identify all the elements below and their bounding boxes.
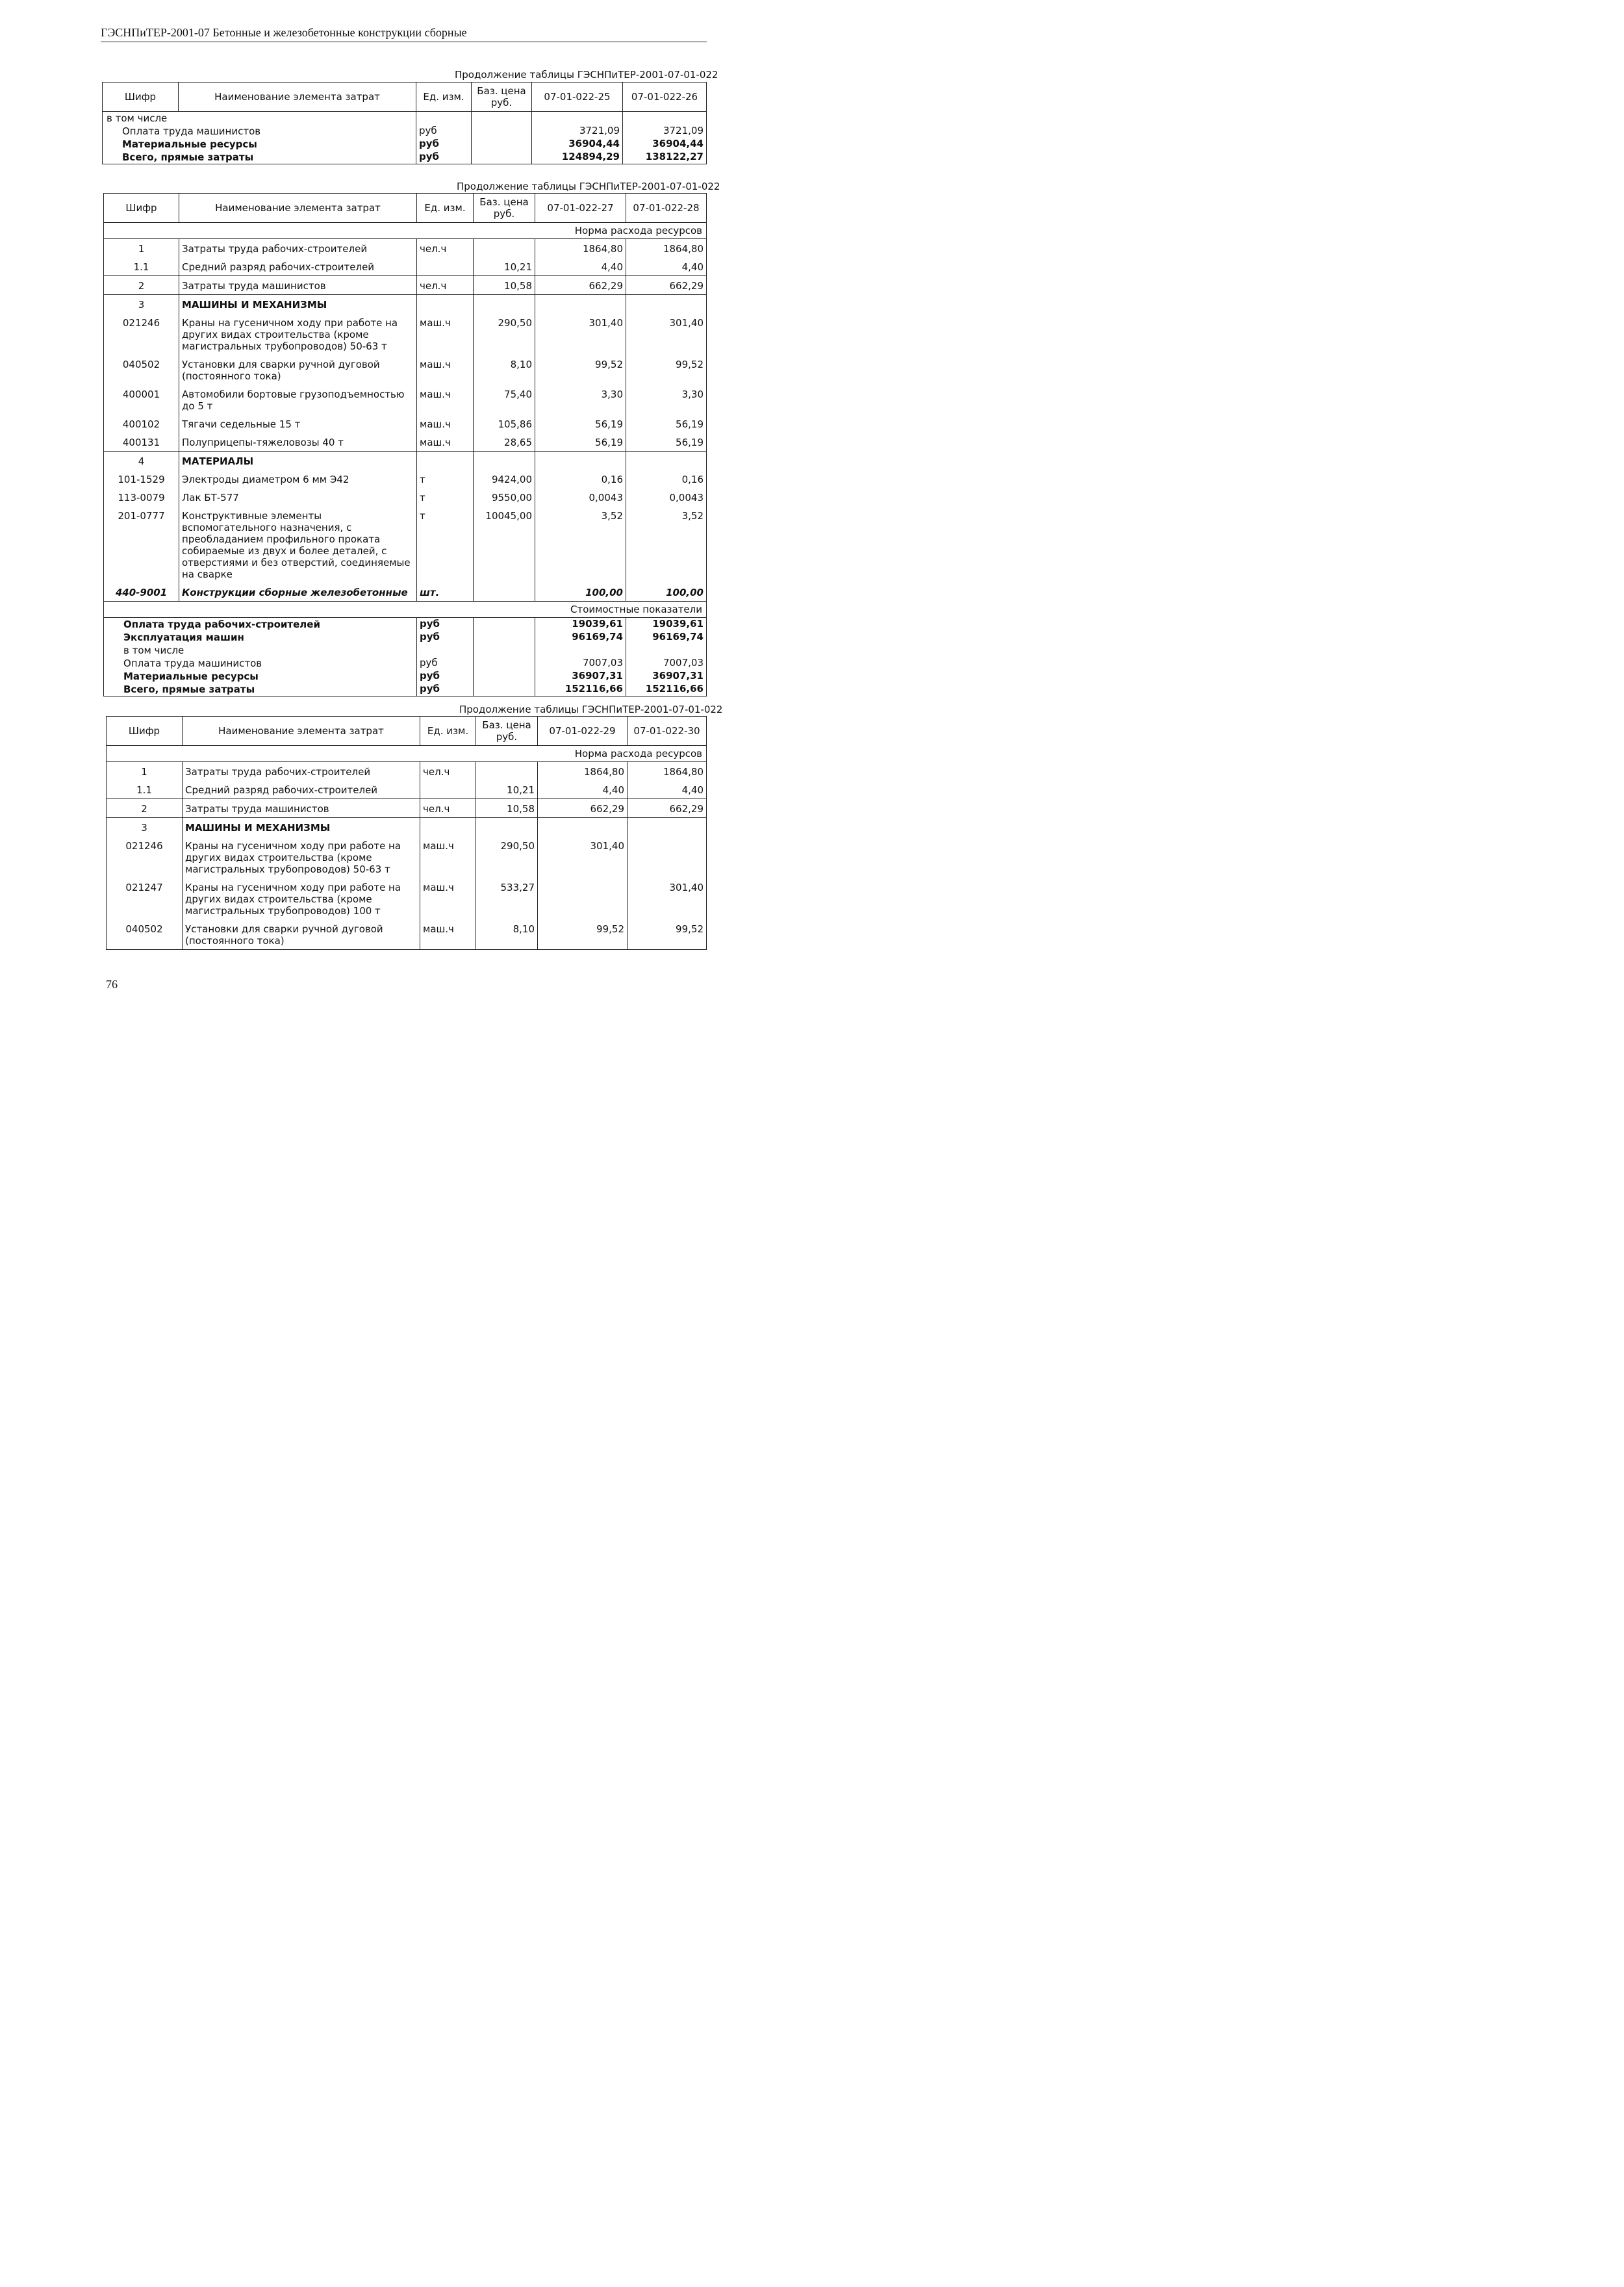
- table-row: [107, 762, 707, 781]
- row-code: 101-1529: [104, 470, 179, 488]
- row-code: 021246: [107, 836, 183, 878]
- row-unit: шт.: [417, 583, 474, 602]
- table-row: [104, 670, 707, 683]
- row-value-a: 1864,80: [538, 762, 628, 781]
- row-code: 1: [104, 239, 179, 258]
- row-value-b: 1864,80: [626, 239, 707, 258]
- row-name: Краны на гусеничном ходу при работе на других видах строительства (кроме магистральных трубопроводов) 50-63 т: [179, 313, 417, 355]
- col-price-header: Баз. цена руб.: [474, 194, 535, 223]
- section-norm: [107, 746, 707, 762]
- row-unit: [417, 644, 474, 657]
- row-value-a: 19039,61: [535, 618, 626, 632]
- table-row: [104, 506, 707, 583]
- row-price: 533,27: [476, 878, 538, 919]
- row-unit: [417, 452, 474, 470]
- table2-header-row: [104, 194, 707, 223]
- row-value-b: 301,40: [628, 878, 707, 919]
- row-price: [472, 125, 532, 138]
- row-price: [474, 295, 535, 314]
- table-row: [104, 644, 707, 657]
- row-value-b: [626, 644, 707, 657]
- col-b-header: 07-01-022-30: [628, 717, 707, 746]
- row-unit: т: [417, 470, 474, 488]
- row-value-a: 152116,66: [535, 683, 626, 696]
- row-name: в том числе: [103, 112, 416, 125]
- table2: [103, 193, 707, 696]
- row-price: [474, 644, 535, 657]
- row-name: Установки для сварки ручной дуговой (постоянного тока): [183, 919, 420, 950]
- row-price: 105,86: [474, 415, 535, 433]
- row-price: [472, 112, 532, 125]
- section-norm: [104, 223, 707, 239]
- row-value-a: 0,0043: [535, 488, 626, 506]
- row-name: Материальные ресурсы: [103, 138, 416, 151]
- row-value-b: [628, 818, 707, 837]
- row-price: [474, 631, 535, 644]
- table1-header-row: [103, 83, 707, 112]
- row-name: Эксплуатация машин: [104, 631, 417, 644]
- table-row: [104, 683, 707, 696]
- col-b-header: 07-01-022-26: [623, 83, 707, 112]
- row-value-a: [535, 295, 626, 314]
- row-code: 2: [104, 276, 179, 295]
- col-price-header: Баз. цена руб.: [476, 717, 538, 746]
- row-value-b: 301,40: [626, 313, 707, 355]
- table-row: [107, 878, 707, 919]
- row-value-a: 100,00: [535, 583, 626, 602]
- table-row: [103, 112, 707, 125]
- row-name: Средний разряд рабочих-строителей: [183, 780, 420, 799]
- row-unit: маш.ч: [420, 878, 476, 919]
- row-unit: маш.ч: [420, 919, 476, 950]
- row-value-b: 1864,80: [628, 762, 707, 781]
- col-price-header: Баз. цена руб.: [472, 83, 532, 112]
- table-row: [104, 583, 707, 602]
- row-unit: чел.ч: [420, 762, 476, 781]
- row-code: 1.1: [104, 257, 179, 276]
- row-unit: т: [417, 506, 474, 583]
- table-row: [104, 313, 707, 355]
- row-value-b: 138122,27: [623, 151, 707, 164]
- row-price: [474, 670, 535, 683]
- row-code: 201-0777: [104, 506, 179, 583]
- row-value-b: 4,40: [626, 257, 707, 276]
- row-value-b: 56,19: [626, 433, 707, 452]
- row-price: [472, 138, 532, 151]
- table1: [102, 82, 707, 164]
- row-price: 9550,00: [474, 488, 535, 506]
- page-number: 76: [106, 978, 118, 991]
- row-price: [476, 818, 538, 837]
- row-name: МАШИНЫ И МЕХАНИЗМЫ: [183, 818, 420, 837]
- table-row: [103, 125, 707, 138]
- row-value-a: 56,19: [535, 415, 626, 433]
- table3: [106, 716, 707, 950]
- row-value-a: 1864,80: [535, 239, 626, 258]
- row-unit: [416, 112, 472, 125]
- table-row: [104, 470, 707, 488]
- row-value-b: 0,0043: [626, 488, 707, 506]
- table-row: [104, 415, 707, 433]
- row-unit: маш.ч: [417, 385, 474, 415]
- table-row: [103, 151, 707, 164]
- col-unit-header: Ед. изм.: [416, 83, 472, 112]
- row-name: МАТЕРИАЛЫ: [179, 452, 417, 470]
- row-value-a: 4,40: [538, 780, 628, 799]
- row-unit: маш.ч: [417, 355, 474, 385]
- row-unit: [420, 818, 476, 837]
- table-row: [104, 452, 707, 470]
- table3-header-row: [107, 717, 707, 746]
- table-row: [104, 276, 707, 295]
- row-price: [474, 452, 535, 470]
- row-price: [474, 683, 535, 696]
- table-row: [107, 780, 707, 799]
- row-name: Затраты труда рабочих-строителей: [183, 762, 420, 781]
- row-name: Конструкции сборные железобетонные: [179, 583, 417, 602]
- row-unit: маш.ч: [420, 836, 476, 878]
- row-price: [474, 657, 535, 670]
- row-name: Оплата труда машинистов: [104, 657, 417, 670]
- table-row: [107, 919, 707, 950]
- col-unit-header: Ед. изм.: [417, 194, 474, 223]
- section-norm-label: Норма расхода ресурсов: [107, 746, 707, 762]
- row-value-a: 662,29: [538, 799, 628, 818]
- row-value-b: 3,30: [626, 385, 707, 415]
- row-unit: чел.ч: [417, 276, 474, 295]
- row-unit: руб: [416, 138, 472, 151]
- row-code: 440-9001: [104, 583, 179, 602]
- row-value-b: [628, 836, 707, 878]
- row-value-b: 4,40: [628, 780, 707, 799]
- table1-caption: Продолжение таблицы ГЭСНПиТЕР-2001-07-01-022: [455, 69, 718, 81]
- row-name: Затраты труда машинистов: [179, 276, 417, 295]
- row-value-b: [626, 295, 707, 314]
- row-name: Автомобили бортовые грузоподъемностью до 5 т: [179, 385, 417, 415]
- table-row: [104, 239, 707, 258]
- row-value-b: 662,29: [626, 276, 707, 295]
- table-row: [104, 657, 707, 670]
- row-value-a: 301,40: [538, 836, 628, 878]
- row-value-b: 7007,03: [626, 657, 707, 670]
- col-a-header: 07-01-022-27: [535, 194, 626, 223]
- row-value-b: 19039,61: [626, 618, 707, 632]
- col-a-header: 07-01-022-25: [532, 83, 623, 112]
- section-cost-label: Стоимостные показатели: [104, 602, 707, 618]
- row-unit: руб: [416, 151, 472, 164]
- row-value-a: 662,29: [535, 276, 626, 295]
- row-name: Средний разряд рабочих-строителей: [179, 257, 417, 276]
- row-value-a: 3,30: [535, 385, 626, 415]
- row-value-b: [623, 112, 707, 125]
- col-code-header: Шифр: [103, 83, 179, 112]
- table-row: [104, 295, 707, 314]
- row-name: Электроды диаметром 6 мм Э42: [179, 470, 417, 488]
- table-row: [107, 836, 707, 878]
- row-value-a: [538, 878, 628, 919]
- row-name: Установки для сварки ручной дуговой (постоянного тока): [179, 355, 417, 385]
- row-price: 10045,00: [474, 506, 535, 583]
- row-price: [474, 583, 535, 602]
- row-value-a: 36907,31: [535, 670, 626, 683]
- table-row: [104, 488, 707, 506]
- row-value-a: 99,52: [538, 919, 628, 950]
- row-value-b: 36907,31: [626, 670, 707, 683]
- row-name: Конструктивные элементы вспомогательного назначения, с преобладанием профильного проката собираемые из двух и более деталей, с отверстиями и без отверстий, соединяемые на сварке: [179, 506, 417, 583]
- row-value-a: 36904,44: [532, 138, 623, 151]
- row-value-b: 100,00: [626, 583, 707, 602]
- row-price: [476, 762, 538, 781]
- row-value-a: [535, 644, 626, 657]
- row-price: 28,65: [474, 433, 535, 452]
- table-row: [107, 799, 707, 818]
- row-unit: чел.ч: [417, 239, 474, 258]
- row-code: 4: [104, 452, 179, 470]
- row-unit: руб: [417, 670, 474, 683]
- row-price: [474, 618, 535, 632]
- row-code: 1.1: [107, 780, 183, 799]
- row-price: [474, 239, 535, 258]
- row-code: 3: [107, 818, 183, 837]
- row-unit: маш.ч: [417, 433, 474, 452]
- row-code: 3: [104, 295, 179, 314]
- row-name: в том числе: [104, 644, 417, 657]
- row-name: Материальные ресурсы: [104, 670, 417, 683]
- row-code: 400102: [104, 415, 179, 433]
- row-code: 040502: [104, 355, 179, 385]
- row-price: [472, 151, 532, 164]
- row-unit: [417, 295, 474, 314]
- row-value-b: 36904,44: [623, 138, 707, 151]
- row-price: 8,10: [476, 919, 538, 950]
- row-code: 113-0079: [104, 488, 179, 506]
- row-name: Полуприцепы-тяжеловозы 40 т: [179, 433, 417, 452]
- row-name: Оплата труда рабочих-строителей: [104, 618, 417, 632]
- row-name: Затраты труда машинистов: [183, 799, 420, 818]
- row-value-b: 152116,66: [626, 683, 707, 696]
- table2-caption: Продолжение таблицы ГЭСНПиТЕР-2001-07-01-022: [457, 181, 720, 192]
- row-price: 9424,00: [474, 470, 535, 488]
- row-name: Лак БТ-577: [179, 488, 417, 506]
- row-name: Затраты труда рабочих-строителей: [179, 239, 417, 258]
- row-value-b: 3,52: [626, 506, 707, 583]
- row-name: МАШИНЫ И МЕХАНИЗМЫ: [179, 295, 417, 314]
- row-value-a: [532, 112, 623, 125]
- row-unit: маш.ч: [417, 313, 474, 355]
- row-value-a: 3,52: [535, 506, 626, 583]
- col-code-header: Шифр: [104, 194, 179, 223]
- row-price: 10,21: [474, 257, 535, 276]
- row-value-a: 301,40: [535, 313, 626, 355]
- row-code: 400001: [104, 385, 179, 415]
- row-code: 040502: [107, 919, 183, 950]
- row-value-b: 99,52: [626, 355, 707, 385]
- row-value-b: 56,19: [626, 415, 707, 433]
- row-name: Всего, прямые затраты: [103, 151, 416, 164]
- table-row: [104, 618, 707, 632]
- row-price: 290,50: [476, 836, 538, 878]
- row-code: 400131: [104, 433, 179, 452]
- row-price: 10,21: [476, 780, 538, 799]
- row-value-a: 99,52: [535, 355, 626, 385]
- table-row: [104, 433, 707, 452]
- section-cost: [104, 602, 707, 618]
- row-price: 75,40: [474, 385, 535, 415]
- col-name-header: Наименование элемента затрат: [179, 83, 416, 112]
- row-unit: [420, 780, 476, 799]
- row-value-a: 4,40: [535, 257, 626, 276]
- row-unit: руб: [417, 657, 474, 670]
- row-code: 1: [107, 762, 183, 781]
- row-value-b: [626, 452, 707, 470]
- running-header: ГЭСНПиТЕР-2001-07 Бетонные и железобетонные конструкции сборные: [101, 26, 467, 39]
- row-unit: маш.ч: [417, 415, 474, 433]
- row-value-a: 124894,29: [532, 151, 623, 164]
- col-unit-header: Ед. изм.: [420, 717, 476, 746]
- row-unit: руб: [417, 683, 474, 696]
- table3-caption: Продолжение таблицы ГЭСНПиТЕР-2001-07-01-022: [459, 704, 723, 715]
- table-row: [103, 138, 707, 151]
- col-name-header: Наименование элемента затрат: [179, 194, 417, 223]
- row-unit: т: [417, 488, 474, 506]
- table-row: [104, 355, 707, 385]
- row-value-a: 0,16: [535, 470, 626, 488]
- table-row: [104, 631, 707, 644]
- row-code: 021246: [104, 313, 179, 355]
- row-unit: руб: [416, 125, 472, 138]
- row-value-a: 96169,74: [535, 631, 626, 644]
- row-unit: руб: [417, 618, 474, 632]
- row-code: 021247: [107, 878, 183, 919]
- row-price: 290,50: [474, 313, 535, 355]
- col-code-header: Шифр: [107, 717, 183, 746]
- row-value-b: 0,16: [626, 470, 707, 488]
- row-name: Краны на гусеничном ходу при работе на других видах строительства (кроме магистральных трубопроводов) 50-63 т: [183, 836, 420, 878]
- row-value-b: 96169,74: [626, 631, 707, 644]
- row-price: 8,10: [474, 355, 535, 385]
- col-b-header: 07-01-022-28: [626, 194, 707, 223]
- table-row: [104, 257, 707, 276]
- row-value-a: [538, 818, 628, 837]
- row-value-b: 662,29: [628, 799, 707, 818]
- row-unit: чел.ч: [420, 799, 476, 818]
- table-row: [107, 818, 707, 837]
- table-row: [104, 385, 707, 415]
- row-unit: [417, 257, 474, 276]
- row-name: Тягачи седельные 15 т: [179, 415, 417, 433]
- col-name-header: Наименование элемента затрат: [183, 717, 420, 746]
- col-a-header: 07-01-022-29: [538, 717, 628, 746]
- row-value-a: 3721,09: [532, 125, 623, 138]
- row-name: Всего, прямые затраты: [104, 683, 417, 696]
- row-value-b: 99,52: [628, 919, 707, 950]
- row-unit: руб: [417, 631, 474, 644]
- row-name: Краны на гусеничном ходу при работе на других видах строительства (кроме магистральных трубопроводов) 100 т: [183, 878, 420, 919]
- section-norm-label: Норма расхода ресурсов: [104, 223, 707, 239]
- row-price: 10,58: [474, 276, 535, 295]
- row-price: 10,58: [476, 799, 538, 818]
- row-value-a: 56,19: [535, 433, 626, 452]
- row-name: Оплата труда машинистов: [103, 125, 416, 138]
- row-code: 2: [107, 799, 183, 818]
- row-value-a: [535, 452, 626, 470]
- row-value-b: 3721,09: [623, 125, 707, 138]
- row-value-a: 7007,03: [535, 657, 626, 670]
